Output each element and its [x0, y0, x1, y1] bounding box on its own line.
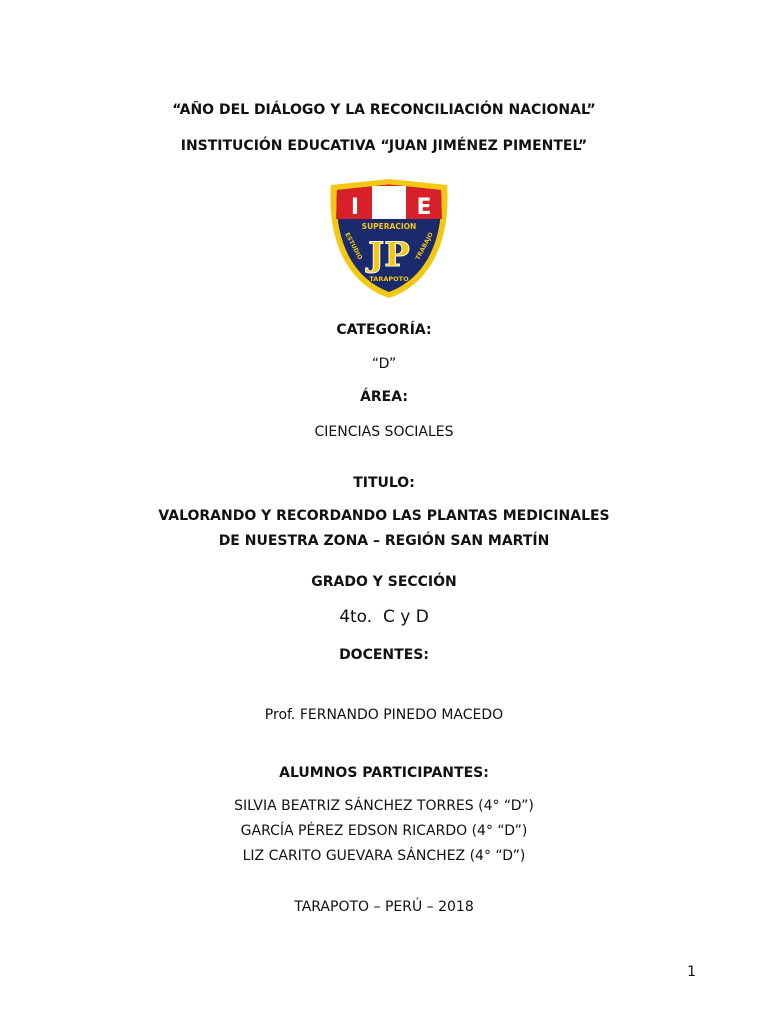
student-3: LIZ CARITO GUEVARA SÁNCHEZ (4° “D”) — [242, 848, 526, 864]
teachers-label: DOCENTES: — [339, 647, 429, 663]
title-line-1: VALORANDO Y RECORDANDO LAS PLANTAS MEDICINALES — [158, 508, 610, 524]
page-number: 1 — [687, 964, 696, 980]
grade-value: 4to. C y D — [339, 607, 429, 627]
category-label: CATEGORÍA: — [336, 322, 432, 338]
crest-letter-i: I — [350, 195, 360, 220]
student-1: SILVIA BEATRIZ SÁNCHEZ TORRES (4° “D”) — [234, 798, 534, 814]
area-label: ÁREA: — [360, 389, 408, 405]
crest-monogram: JP — [368, 235, 410, 275]
grade-label: GRADO Y SECCIÓN — [311, 574, 457, 590]
crest-bottom-text: TARAPOTO — [369, 275, 409, 283]
students-label: ALUMNOS PARTICIPANTES: — [279, 765, 489, 781]
crest-top-text: SUPERACION — [361, 222, 417, 231]
institution-name: INSTITUCIÓN EDUCATIVA “JUAN JIMÉNEZ PIMENTEL” — [180, 138, 588, 154]
crest-right-text: TRABAJO — [414, 231, 435, 262]
category-value: “D” — [371, 356, 397, 372]
year-motto: “AÑO DEL DIÁLOGO Y LA RECONCILIACIÓN NACIONAL” — [172, 102, 596, 118]
place-date: TARAPOTO – PERÚ – 2018 — [294, 899, 474, 915]
crest-white-center — [372, 186, 406, 219]
crest-left-text: ESTUDIO — [343, 231, 364, 262]
title-label: TITULO: — [353, 475, 415, 491]
school-crest-logo — [325, 177, 453, 299]
area-value: CIENCIAS SOCIALES — [314, 424, 454, 440]
title-line-2: DE NUESTRA ZONA – REGIÓN SAN MARTÍN — [218, 533, 550, 549]
crest-letter-e: E — [416, 195, 432, 220]
student-2: GARCÍA PÉREZ EDSON RICARDO (4° “D”) — [240, 823, 528, 839]
teacher-name: Prof. FERNANDO PINEDO MACEDO — [264, 707, 504, 723]
